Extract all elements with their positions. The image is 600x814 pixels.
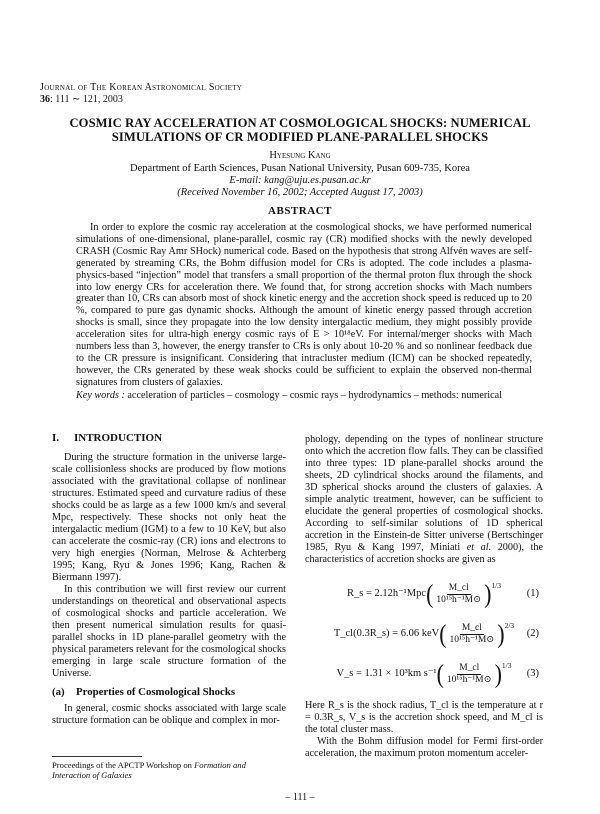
eq3-fraction	[445, 663, 494, 686]
journal-volume	[40, 94, 242, 106]
keywords-label: Key words :	[76, 390, 125, 401]
author-email: E-mail: kang@uju.es.pusan.ac.kr	[229, 175, 371, 186]
equation-3	[305, 654, 543, 694]
keywords	[76, 390, 532, 402]
keywords-text: acceleration of particles – cosmology – cosmic rays – hydrodynamics – methods: numerical	[127, 390, 502, 401]
title-line-1: COSMIC RAY ACCELERATION AT COSMOLOGICAL SHOCKS: NUMERICAL	[69, 116, 531, 130]
equation-2	[305, 614, 543, 654]
eq3-lhs: V_s = 1.31 × 10³km s⁻¹	[336, 668, 437, 679]
eq2-power: 2/3	[504, 621, 515, 630]
section-number: I.	[52, 432, 60, 444]
eq2-fraction	[448, 623, 497, 646]
volume-pages: : 111 ∼ 121, 2003	[50, 94, 123, 105]
section-heading-introduction	[52, 432, 286, 444]
eq2-numerator: M_cl	[461, 622, 482, 633]
eq1-right-paren: )	[484, 578, 492, 609]
author-affiliation: Department of Earth Sciences, Pusan National University, Pusan 609-735, Korea	[130, 163, 470, 174]
accretion-paragraph-start: phology, depending on the types of nonlinear structure onto which the accretion flow falls. They can be classified into three types: 1D plane-parallel shocks around the sheets, 2D cylindrical shocks around the filaments, and 3D spherical shocks around the clusters of galaxies. A simple analytic treatment, however, can be sufficient to elucidate the general properties of cosmological shocks. According to self-similar solutions of 1D spherical accretion in the Einstein-de Sitter universe (Bertschinger 1985, Ryu & Kang 1997, Miniati	[305, 434, 543, 553]
subsection-title: Properties of Cosmological Shocks	[76, 686, 236, 698]
footnote	[52, 760, 286, 780]
section-title: INTRODUCTION	[74, 432, 163, 444]
eq1-left-paren: (	[426, 578, 434, 609]
eq2-number: (2)	[526, 628, 539, 639]
journal-name: Journal of The Korean Astronomical Society	[40, 82, 243, 93]
eq1-number: (1)	[526, 588, 539, 599]
eq3-left-paren: (	[436, 658, 444, 689]
eq1-denominator: 10¹⁵h⁻¹M⊙	[436, 594, 482, 605]
eq2-right-paren: )	[497, 618, 505, 649]
right-column	[305, 434, 543, 760]
footnote-rule	[52, 756, 142, 757]
abstract-body: In order to explore the cosmic ray acceleration at the cosmological shocks, we have performed numerical simulations of one-dimensional, plane-parallel, cosmic ray (CR) modified shocks with the newly developed CRASH (Cosmic Ray Amr SHock) numerical code. Based on the hypothesis that strong Alfvén waves are self-generated by streaming CRs, the Bohm diffusion model for CRs is adopted. The code includes a plasma-physics-based “injection” model that transfers a small proportion of the thermal proton flux through the shock into low energy CRs for acceleration there. We found that, for strong accretion shocks with Mach numbers greater than 10, CRs can absorb most of shock kinetic energy and the accretion shock speed is reduced up to 20 %, compared to pure gas dynamic shocks. Although the amount of kinetic energy passed through accretion shocks is small, since they propagate into the low density intergalactic medium, they might possibly provide acceleration sites for ultra-high energy cosmic rays of E > 10¹⁸eV. For internal/merger shocks with Mach numbers less than 3, however, the energy transfer to CRs is only about 10-20 % and so nonlinear feedback due to the CR pressure is insignificant. Considering that intracluster medium (ICM) can be shocked repeatedly, however, the CRs generated by these weak shocks could be sufficient to explain the observed non-thermal signatures from clusters of galaxies.	[76, 222, 532, 388]
received-dates: (Received November 16, 2002; Accepted August 17, 2003)	[177, 187, 423, 198]
eq3-power: 1/3	[501, 661, 512, 670]
variables-paragraph: Here R_s is the shock radius, T_cl is the temperature at r = 0.3R_s, V_s is the accretion shock speed, and M_cl is the total cluster mass.	[305, 700, 543, 735]
properties-paragraph-1: In general, cosmic shocks associated with large scale structure formation can be oblique and complex in mor-	[52, 703, 286, 726]
bohm-paragraph: With the Bohm diffusion model for Fermi first-order acceleration, the maximum proton momentum acceler-	[305, 736, 543, 759]
subsection-heading-properties	[52, 686, 286, 698]
footnote-italic: Formation and Interaction of Galaxies	[52, 760, 246, 780]
paper-title	[30, 116, 570, 144]
accretion-paragraph-etal: et al.	[466, 542, 492, 553]
author-name: Hyesung Kang	[269, 150, 331, 161]
eq1-numerator: M_cl	[448, 582, 469, 593]
intro-paragraph-2: In this contribution we will first review our current understandings on theoretical and observational aspects of cosmological shocks and particle acceleration. We then present numerical simulation results for quasi-parallel shocks in 1D plane-parallel geometry with the physical parameters relevant for the cosmological shocks emerging in large scale structure formation of the Universe.	[52, 584, 286, 679]
eq3-numerator: M_cl	[459, 662, 480, 673]
accretion-paragraph-end: 2000), the characteristics of accretion shocks are given as	[305, 542, 544, 565]
left-column	[52, 432, 286, 727]
eq3-right-paren: )	[494, 658, 502, 689]
footnote-text: Proceedings of the APCTP Workshop on	[52, 760, 195, 770]
eq2-lhs: T_cl(0.3R_s) = 6.06 keV	[333, 628, 440, 639]
eq1-lhs: R_s = 2.12h⁻¹Mpc	[346, 588, 427, 599]
equation-1	[305, 574, 543, 614]
page-number: – 111 –	[285, 792, 315, 803]
eq2-denominator: 10¹⁵h⁻¹M⊙	[449, 634, 495, 645]
volume-number: 36	[40, 94, 50, 105]
eq1-power: 1/3	[491, 581, 501, 590]
journal-header	[40, 82, 242, 106]
abstract-heading: ABSTRACT	[268, 205, 332, 217]
intro-paragraph-1: During the structure formation in the universe large-scale collisionless shocks are produced by flow motions associated with the gravitational collapse of nonlinear structures. Estimated speed and curvature radius of these shocks could be as large as a few 1000 km/s and several Mpc, respectively. These shocks not only heat the intergalactic medium (IGM) to a few to 10 KeV, but also can accelerate the cosmic-ray (CR) ions and electrons to very high energies (Norman, Melrose & Achterberg 1995; Kang, Ryu & Jones 1996; Kang, Rachen & Biermann 1997).	[52, 452, 286, 583]
eq1-fraction	[434, 583, 483, 606]
accretion-paragraph	[305, 434, 543, 566]
title-line-2: SIMULATIONS OF CR MODIFIED PLANE-PARALLEL SHOCKS	[111, 130, 489, 144]
eq3-denominator: 10¹⁵h⁻¹M⊙	[446, 674, 492, 685]
eq2-left-paren: (	[439, 618, 447, 649]
subsection-number: (a)	[52, 686, 65, 698]
eq3-number: (3)	[526, 668, 539, 679]
